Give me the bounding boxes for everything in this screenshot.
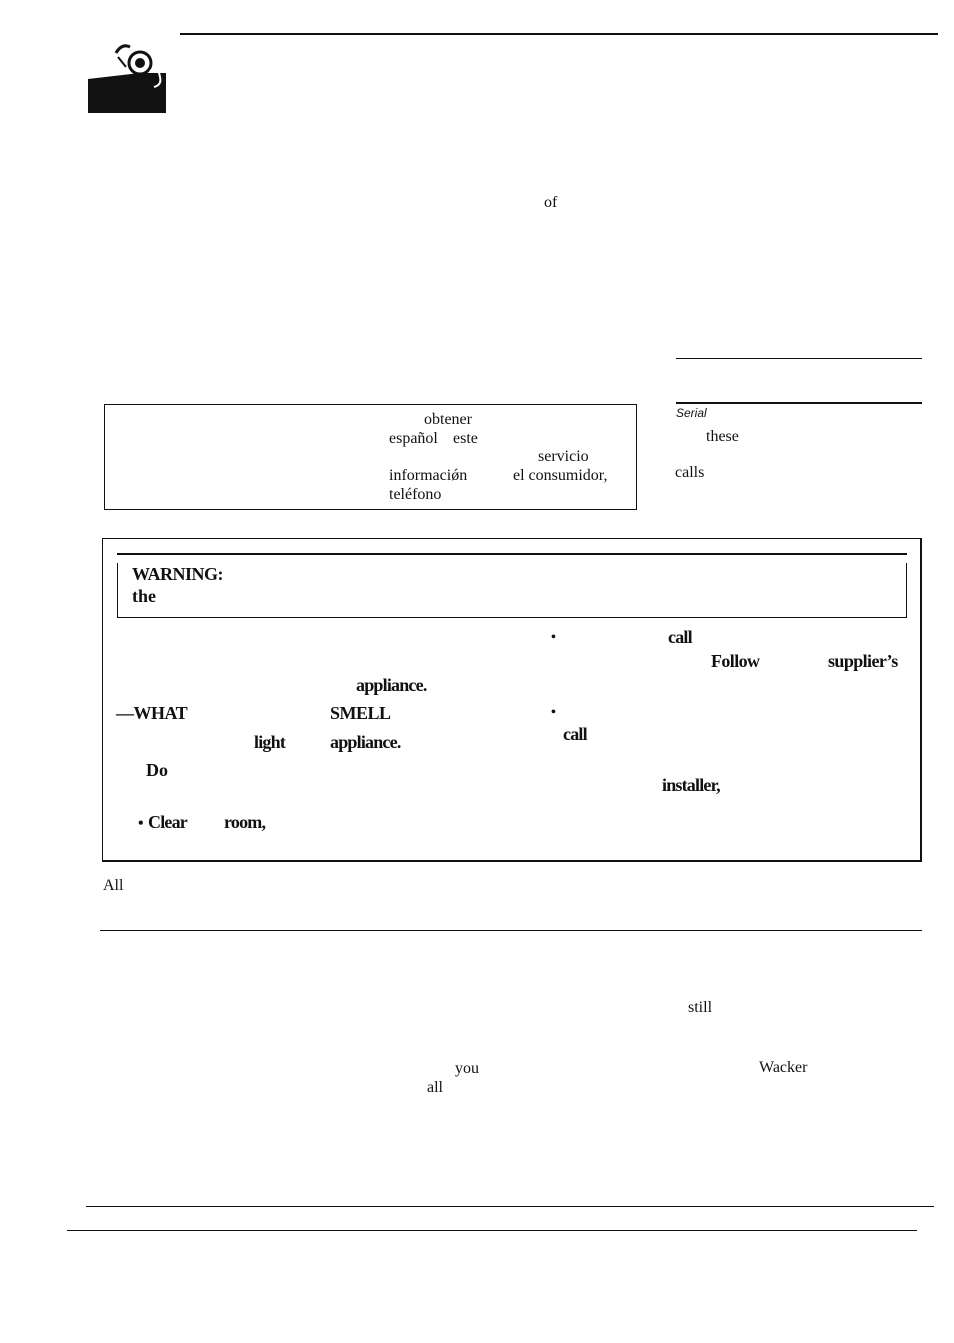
spanish-line-2a: español — [389, 430, 438, 447]
spanish-line-2b: este — [453, 430, 478, 447]
top-of-text: of — [544, 194, 558, 211]
bullet-call-2: • — [551, 705, 556, 720]
footer-rule-2 — [67, 1230, 917, 1231]
warning-clear: Clear — [148, 812, 187, 832]
warning-inner-bottom-rule — [117, 617, 907, 618]
warning-appliance-1: appliance. — [356, 675, 427, 695]
warning-do: Do — [146, 760, 168, 780]
warning-light: light — [254, 732, 286, 752]
phone-icon — [88, 35, 166, 113]
bullet-clear: • — [138, 815, 144, 832]
warning-appliance-2: appliance. — [330, 732, 401, 752]
serial-label: Serial — [676, 406, 707, 420]
warning-top-rule — [117, 553, 907, 555]
warning-smell: SMELL — [330, 703, 391, 723]
bottom-you: you — [455, 1060, 479, 1077]
warning-supplier: supplier’s — [828, 651, 898, 671]
warning-right-rule — [906, 563, 907, 618]
warning-what: —WHAT — [116, 703, 188, 723]
spanish-line-5: teléfono — [389, 486, 442, 503]
spanish-line-3: servicio — [538, 448, 589, 465]
warning-label: WARNING: — [132, 564, 224, 584]
warning-follow: Follow — [711, 651, 760, 671]
spanish-line-4b: el consumidor, — [513, 467, 608, 484]
warning-left-rule — [117, 563, 118, 618]
bottom-still: still — [688, 999, 713, 1016]
warning-call-1: call — [668, 627, 692, 647]
side-rule-1 — [676, 358, 922, 359]
spanish-line-4a: informaciǿn — [389, 467, 468, 484]
side-calls: calls — [675, 464, 705, 481]
warning-call-2: call — [563, 724, 587, 744]
warning-the: the — [132, 586, 156, 606]
bottom-all: all — [427, 1079, 443, 1096]
side-rule-2 — [676, 402, 922, 404]
warning-room: room, — [224, 812, 266, 832]
bottom-wacker: Wacker — [759, 1059, 808, 1076]
section-rule — [100, 930, 922, 931]
header-logo — [88, 35, 166, 113]
spanish-line-1: obtener — [424, 411, 472, 428]
bullet-call-1: • — [551, 630, 556, 645]
warning-installer: installer, — [662, 775, 720, 795]
footer-all: All — [103, 877, 124, 894]
footer-rule-1 — [86, 1206, 934, 1207]
side-these: these — [706, 428, 739, 445]
header-rule — [180, 33, 938, 35]
